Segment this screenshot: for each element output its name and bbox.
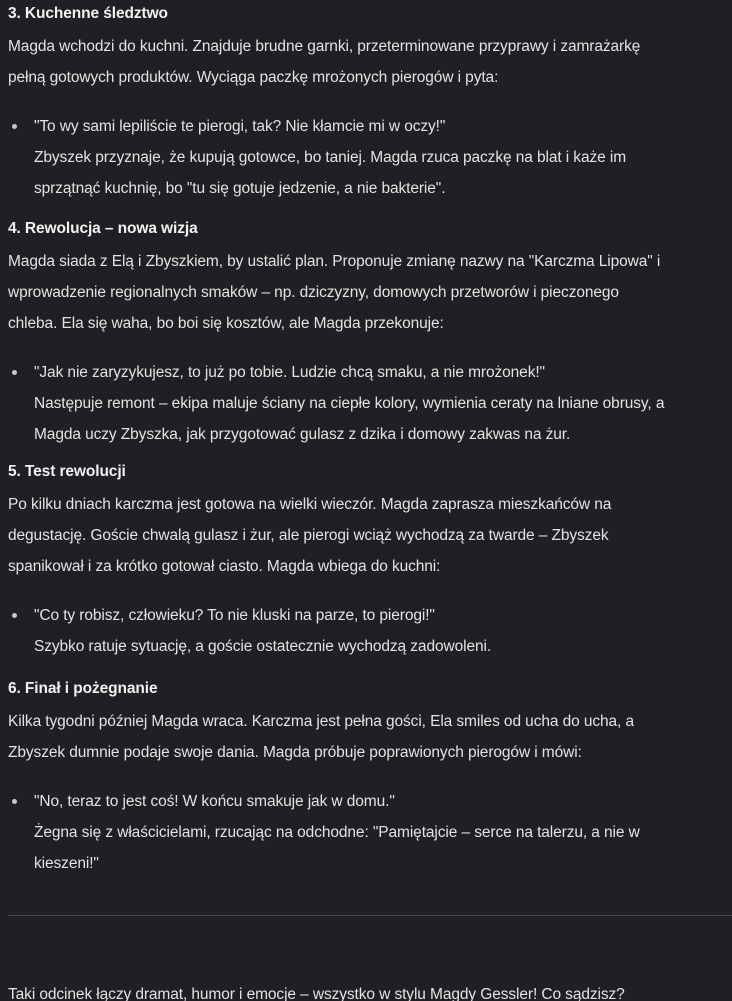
quote-line: "To wy sami lepiliście te pierogi, tak? Nie kłamcie mi w oczy!"	[34, 118, 446, 135]
section-heading: 5. Test rewolucji	[8, 463, 126, 480]
section-paragraph	[8, 31, 732, 93]
section-heading: 4. Rewolucja – nowa wizja	[8, 220, 198, 237]
paragraph-line: pełną gotowych produktów. Wyciąga paczkę mrożonych pierogów i pyta:	[8, 69, 499, 86]
section-heading: 3. Kuchenne śledztwo	[8, 5, 168, 22]
section-4	[8, 219, 732, 450]
quote-bullet	[8, 600, 732, 662]
paragraph-line: wprowadzenie regionalnych smaków – np. dziczyzny, domowych przetworów i pieczonego	[8, 284, 619, 301]
bullet-dot-icon	[12, 799, 17, 804]
quote-line: sprzątnąć kuchnię, bo "tu się gotuje jedzenie, a nie bakterie".	[34, 180, 446, 197]
paragraph-line: chleba. Ela się waha, bo boi się kosztów, ale Magda przekonuje:	[8, 315, 444, 332]
quote-bullet	[8, 786, 732, 879]
paragraph-line: Po kilku dniach karczma jest gotowa na wielki wieczór. Magda zaprasza mieszkańców na	[8, 496, 612, 513]
paragraph-line: Kilka tygodni później Magda wraca. Karczma jest pełna gości, Ela smiles od ucha do ucha, a	[8, 713, 634, 730]
paragraph-line: degustację. Goście chwalą gulasz i żur, ale pierogi wciąż wychodzą za twarde – Zbyszek	[8, 527, 609, 544]
section-5	[8, 462, 732, 662]
closing-text: Taki odcinek łączy dramat, humor i emocje – wszystko w stylu Magdy Gessler! Co sądzisz?	[8, 985, 625, 1001]
bullet-dot-icon	[12, 370, 17, 375]
quote-line: "Co ty robisz, człowieku? To nie kluski na parze, to pierogi!"	[34, 607, 435, 624]
paragraph-line: spanikował i za krótko gotował ciasto. Magda wbiega do kuchni:	[8, 558, 441, 575]
quote-line: Magda uczy Zbyszka, jak przygotować gulasz z dzika i domowy zakwas na żur.	[34, 426, 571, 443]
quote-line: "Jak nie zaryzykujesz, to już po tobie. Ludzie chcą smaku, a nie mrożonek!"	[34, 364, 545, 381]
quote-line: Szybko ratuje sytuację, a goście ostatecznie wychodzą zadowoleni.	[34, 638, 492, 655]
paragraph-line: Zbyszek dumnie podaje swoje dania. Magda próbuje poprawionych pierogów i mówi:	[8, 744, 582, 761]
quote-line: Następuje remont – ekipa maluje ściany na ciepłe kolory, wymienia ceraty na lniane obrusy, a	[34, 395, 665, 412]
paragraph-line: Magda wchodzi do kuchni. Znajduje brudne garnki, przeterminowane przyprawy i zamrażarkę	[8, 38, 641, 55]
horizontal-divider	[8, 915, 732, 916]
section-paragraph	[8, 489, 732, 582]
paragraph-line: Magda siada z Elą i Zbyszkiem, by ustalić plan. Proponuje zmianę nazwy na "Karczma Lipowa" i	[8, 253, 661, 270]
quote-bullet	[8, 111, 732, 204]
bullet-dot-icon	[12, 124, 17, 129]
section-paragraph	[8, 706, 732, 768]
quote-line: kieszeni!"	[34, 855, 99, 872]
section-6	[8, 679, 732, 879]
quote-bullet	[8, 357, 732, 450]
quote-line: Żegna się z właścicielami, rzucając na odchodne: "Pamiętajcie – serce na talerzu, a nie w	[34, 824, 640, 841]
bullet-dot-icon	[12, 613, 17, 618]
quote-line: "No, teraz to jest coś! W końcu smakuje jak w domu."	[34, 793, 395, 810]
section-paragraph	[8, 246, 732, 339]
section-3	[8, 4, 732, 204]
section-heading: 6. Finał i pożegnanie	[8, 680, 158, 697]
quote-line: Zbyszek przyznaje, że kupują gotowce, bo taniej. Magda rzuca paczkę na blat i każe im	[34, 149, 627, 166]
